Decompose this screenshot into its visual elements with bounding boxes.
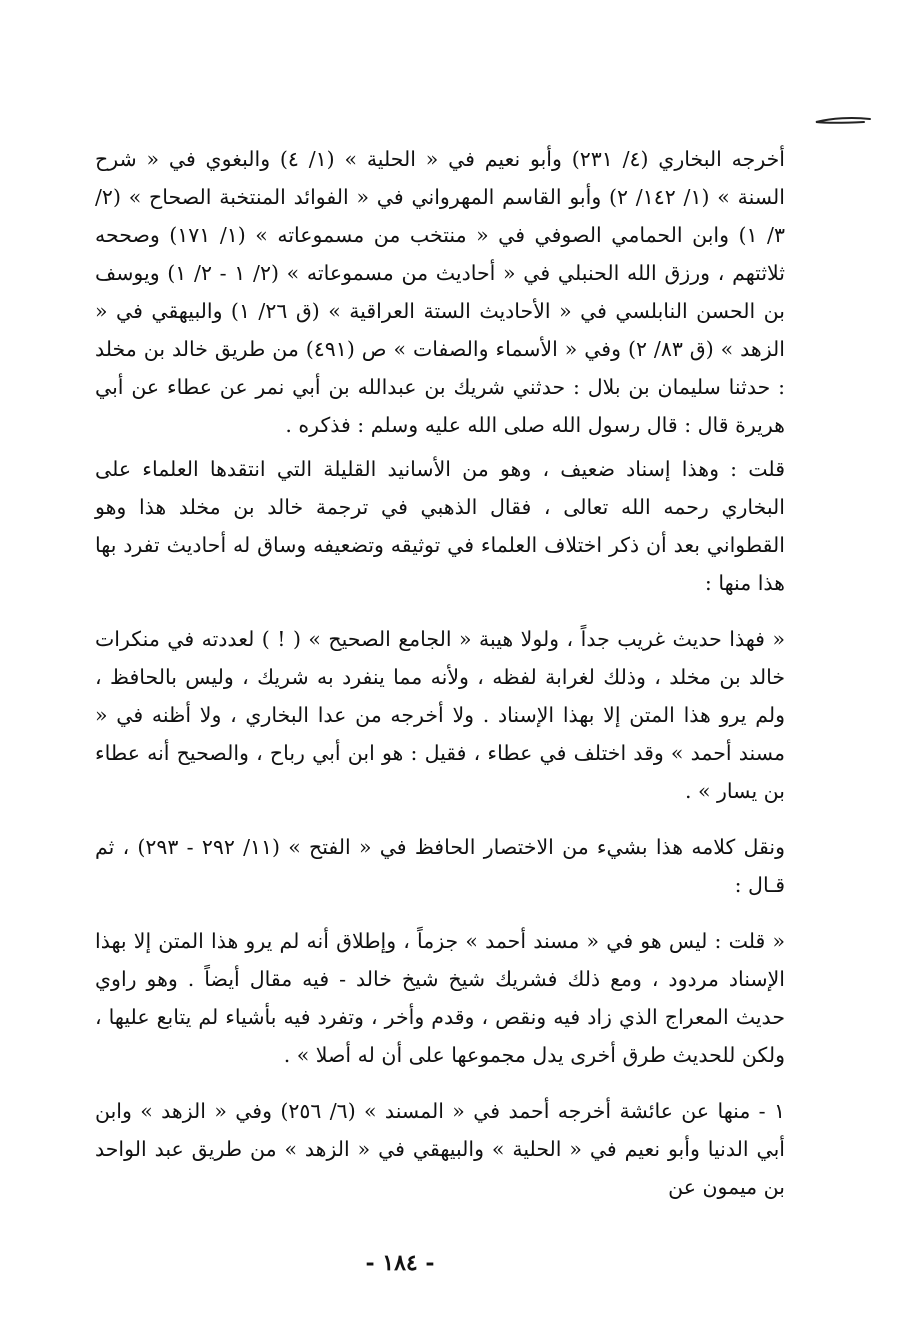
paragraph-aisha-narration: ١ - منها عن عائشة أخرجه أحمد في « المسند » (٦/ ٢٥٦) وفي « الزهد » وابن أبي الدنيا وأبو نعيم في « الحلية » والبيهقي في « الزهد » من طريق عبد الواحد بن ميمون عن <box>95 1099 785 1199</box>
page-number: - ١٨٤ - <box>365 1250 435 1276</box>
paragraph-hafiz-quote: « قلت : ليس هو في « مسند أحمد » جزماً ، وإطلاق أنه لم يرو هذا المتن إلا بهذا الإسناد مردود ، ومع ذلك فشريك شيخ شيخ خالد - فيه مقال أيضاً . وهو راوي حديث المعراج الذي زاد فيه ونقص ، وقدم وأخر ، وتفرد فيه بأشياء لم يتابع عليها ، ولكن للحديث طرق أخرى يدل مجموعها على أن له أصلا » . <box>95 929 785 1067</box>
paragraph-takhrij: أخرجه البخاري (٤/ ٢٣١) وأبو نعيم في « الحلية » (١/ ٤) والبغوي في « شرح السنة » (١/ ١٤٢/ ٢) وأبو القاسم المهرواني في « الفوائد المنتخبة الصحاح » (٢/ ٣/ ١) وابن الحمامي الصوفي في « منتخب من مسموعاته » (١/ ١٧١) وصححه ثلاثتهم ، ورزق الله الحنبلي في « أحاديث من مسموعاته » (٢/ ١ - ٢/ ١) ويوسف بن الحسن النابلسي في « الأحاديث الستة العراقية » (ق ٢٦/ ١) والبيهقي في « الزهد » (ق ٨٣/ ٢) وفي « الأسماء والصفات » ص (٤٩١) من طريق خالد بن مخلد : حدثنا سليمان بن بلال : حدثني شريك بن عبدالله بن أبي نمر عن عطاء عن أبي هريرة قال : قال رسول الله صلى الله عليه وسلم : فذكره . <box>95 147 785 437</box>
paragraph-commentary: قلت : وهذا إسناد ضعيف ، وهو من الأسانيد القليلة التي انتقدها العلماء على البخاري رحمه الله تعالى ، فقال الذهبي في ترجمة خالد بن مخلد هذا وهو القطواني بعد أن ذكر اختلاف العلماء في توثيقه وتضعيفه وساق له أحاديث تفرد بها هذا منها : <box>95 457 785 595</box>
paragraph-transmission-note: ونقل كلامه هذا بشيء من الاختصار الحافظ في « الفتح » (١١/ ٢٩٢ - ٢٩٣) ، ثم قـال : <box>95 835 785 897</box>
paragraph-dhahabi-quote: « فهذا حديث غريب جداً ، ولولا هيبة « الجامع الصحيح » ( ! ) لعددته في منكرات خالد بن مخلد ، وذلك لغرابة لفظه ، ولأنه مما ينفرد به شريك ، وليس بالحافظ ، ولم يرو هذا المتن إلا بهذا الإسناد . ولا أخرجه من عدا البخاري ، ولا أظنه في « مسند أحمد » وقد اختلف في عطاء ، فقيل : هو ابن أبي رباح ، والصحيح أنه عطاء بن يسار » . <box>95 627 785 803</box>
page-body-text <box>95 140 785 1206</box>
page-corner-mark <box>812 113 872 133</box>
